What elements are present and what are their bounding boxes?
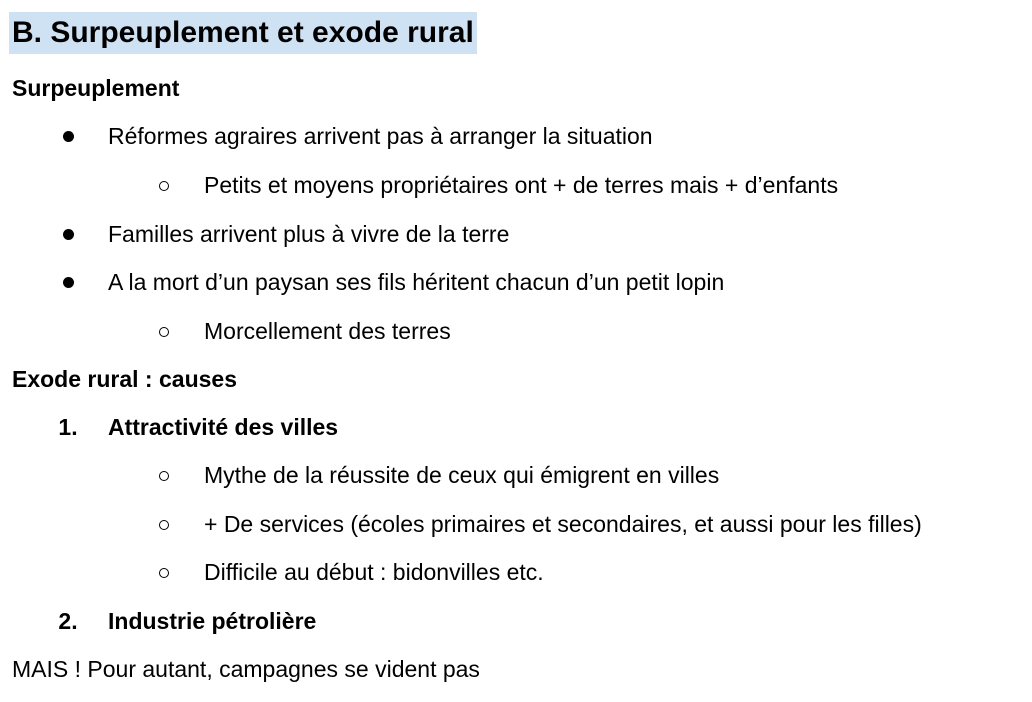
list-item (0, 557, 1032, 587)
bullet-icon (54, 219, 82, 249)
subheading-exode (0, 364, 1032, 394)
conclusion-paragraph (0, 654, 1032, 684)
numbered-item (0, 606, 1032, 636)
conclusion-text: MAIS ! Pour autant, campagnes se vident pas (12, 656, 480, 682)
bullet-icon (54, 121, 82, 151)
list-item-text: Petits et moyens propriétaires ont + de terres mais + d’enfants (204, 172, 839, 198)
list-item (0, 170, 1032, 200)
list-item-text: Attractivité des villes (108, 414, 339, 440)
list-item (0, 316, 1032, 346)
subheading-text: Exode rural : causes (12, 366, 237, 392)
subheading-surpeuplement (0, 73, 1032, 103)
list-number: 2. (58, 608, 78, 634)
hollow-bullet-icon (151, 557, 177, 587)
list-item (0, 121, 1032, 151)
numbered-item (0, 412, 1032, 442)
list-item-text: Difficile au début : bidonvilles etc. (204, 559, 544, 585)
list-item-text: Mythe de la réussite de ceux qui émigrent en villes (204, 462, 720, 488)
hollow-bullet-icon (151, 316, 177, 346)
bullet-icon (54, 267, 82, 297)
list-number: 1. (58, 414, 78, 440)
list-item (0, 219, 1032, 249)
list-item-text: Réformes agraires arrivent pas à arranger la situation (108, 123, 653, 149)
hollow-bullet-icon (151, 170, 177, 200)
list-item-text: Morcellement des terres (204, 318, 451, 344)
hollow-bullet-icon (151, 509, 177, 539)
subheading-text: Surpeuplement (12, 75, 180, 101)
list-item-text: + De services (écoles primaires et secondaires, et aussi pour les filles) (204, 511, 922, 537)
list-item (0, 460, 1032, 490)
list-item (0, 509, 1032, 539)
list-item-text: Familles arrivent plus à vivre de la terre (108, 221, 510, 247)
hollow-bullet-icon (151, 460, 177, 490)
list-item-text: A la mort d’un paysan ses fils héritent chacun d’un petit lopin (108, 269, 725, 295)
section-heading: B. Surpeuplement et exode rural (9, 12, 477, 54)
list-item-text: Industrie pétrolière (108, 608, 317, 634)
list-item (0, 267, 1032, 297)
